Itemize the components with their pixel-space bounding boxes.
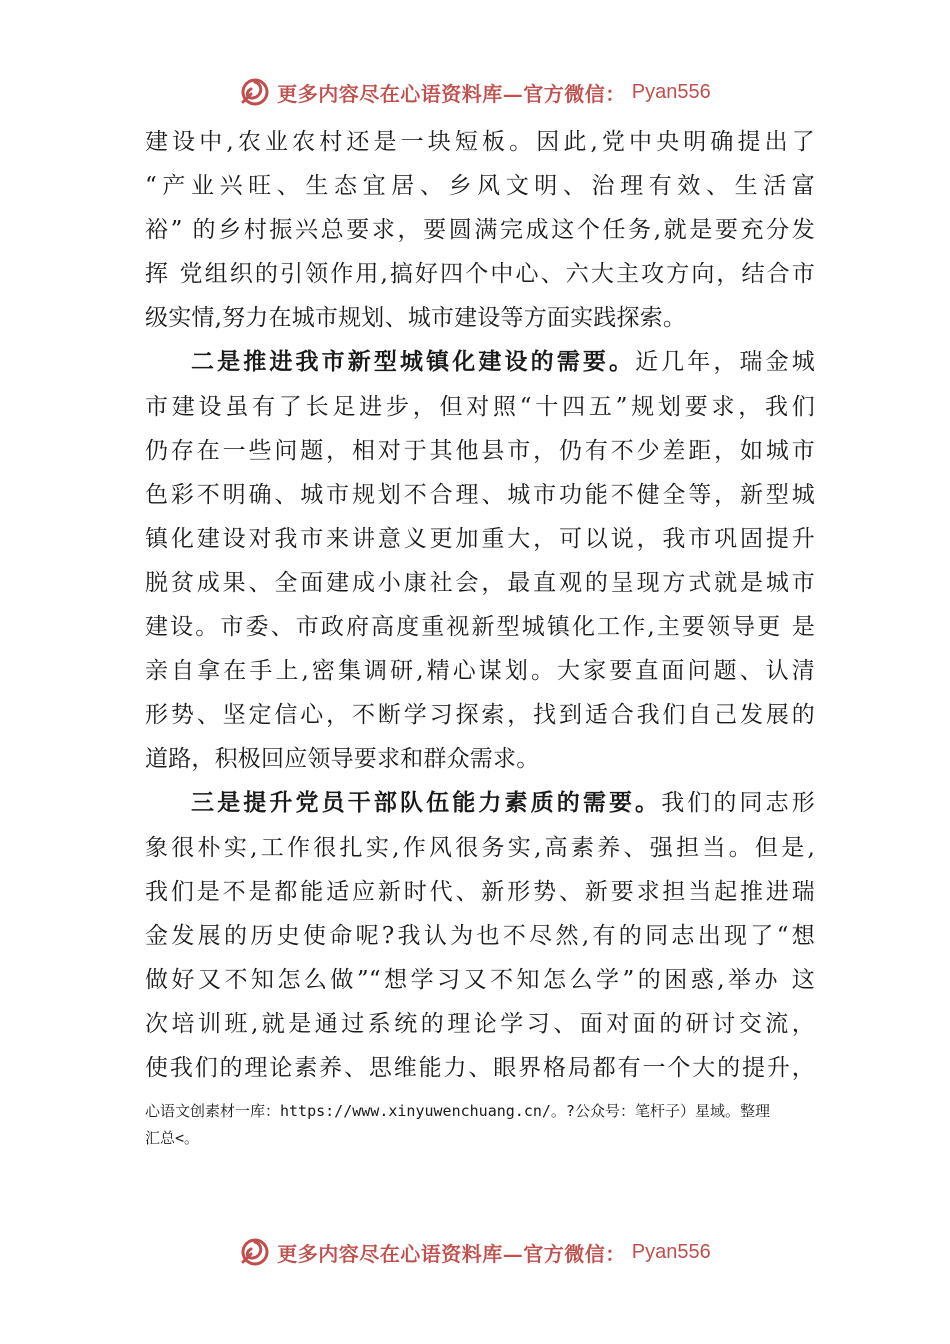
text-line: 使我们的理论素养、思维能力、眼界格局都有一个大的提升， [145, 1054, 815, 1081]
banner-text: 更多内容尽在心语资料库—官方微信： [277, 81, 626, 106]
paragraph-1 [145, 120, 815, 340]
text-line: 挥 党组织的引领作用,搞好四个中心、六大主攻方向，结合市 [145, 261, 815, 288]
text-line: 次培训班,就是通过系统的理论学习、面对面的研讨交流， [145, 1010, 815, 1037]
text-line: 象很朴实,工作很扎实,作风很务实,高素养、强担当。但是, [145, 834, 815, 861]
paragraph-2 [145, 340, 815, 781]
banner-text: 更多内容尽在心语资料库—官方微信： [277, 1241, 626, 1266]
footer-note-line-1: 心语文创素材一库：https://www.xinyuwenchuang.cn/。?公众号：笔杆子）星域。整理 [145, 1102, 770, 1120]
footer-note-line-2: 汇总<。 [145, 1129, 200, 1147]
text-line: 我们是不是都能适应新时代、新形势、新要求担当起推进瑞 [145, 878, 815, 905]
text-line: 道路，积极回应领导要求和群众需求。 [145, 746, 540, 773]
text-line: 镇化建设对我市来讲意义更加重大，可以说，我市巩固提升 [145, 525, 815, 552]
text-line: 市建设虽有了长足进步，但对照“十四五”规划要求，我们 [145, 393, 815, 420]
paragraph-3-heading: 三是提升党员干部队伍能力素质的需要。 [191, 789, 662, 817]
banner-wechat-id: Pyan556 [631, 80, 711, 103]
text-line: 金发展的历史使命呢?我认为也不尽然,有的同志出现了“想 [145, 922, 815, 949]
paragraph-3 [145, 781, 815, 1090]
text-line: 做好又不知怎么做”“想学习又不知怎么学”的困惑,举办 这 [145, 966, 815, 993]
document-body [145, 120, 815, 1090]
text-line: 形势、坚定信心，不断学习探索，找到适合我们自己发展的 [145, 702, 815, 729]
text-line: 建设。市委、市政府高度重视新型城镇化工作,主要领导更 是 [145, 614, 815, 641]
text-line: 建设中,农业农村还是一块短板。因此,党中央明确提出了 [145, 129, 815, 155]
bottom-watermark-banner [0, 1230, 950, 1274]
paragraph-3-first-line [145, 781, 815, 825]
paragraph-3-first-rest: 我们的同志形 [661, 790, 815, 817]
banner-wechat-id: Pyan556 [631, 1240, 711, 1263]
text-line: 脱贫成果、全面建成小康社会，最直观的呈现方式就是城市 [145, 569, 815, 596]
text-line: 级实情,努力在城市规划、城市建设等方面实践探索。 [145, 305, 687, 332]
text-line: 仍存在一些问题，相对于其他县市，仍有不少差距，如城市 [145, 437, 815, 464]
text-line: 色彩不明确、城市规划不合理、城市功能不健全等，新型城 [145, 481, 815, 508]
swirl-logo-icon [239, 1236, 271, 1268]
text-line: 裕” 的乡村振兴总要求，要圆满完成这个任务,就是要充分发 [145, 217, 815, 244]
paragraph-2-first-rest: 近几年，瑞金城 [635, 349, 815, 376]
text-line: 亲自拿在手上,密集调研,精心谋划。大家要直面问题、认清 [145, 658, 815, 685]
footer-source-note [145, 1098, 835, 1152]
top-watermark-banner [0, 70, 950, 114]
text-line: “产业兴旺、生态宜居、乡风文明、治理有效、生活富 [145, 173, 815, 200]
paragraph-2-first-line [145, 340, 815, 384]
swirl-logo-icon [239, 76, 271, 108]
paragraph-2-heading: 二是推进我市新型城镇化建设的需要。 [191, 348, 636, 376]
